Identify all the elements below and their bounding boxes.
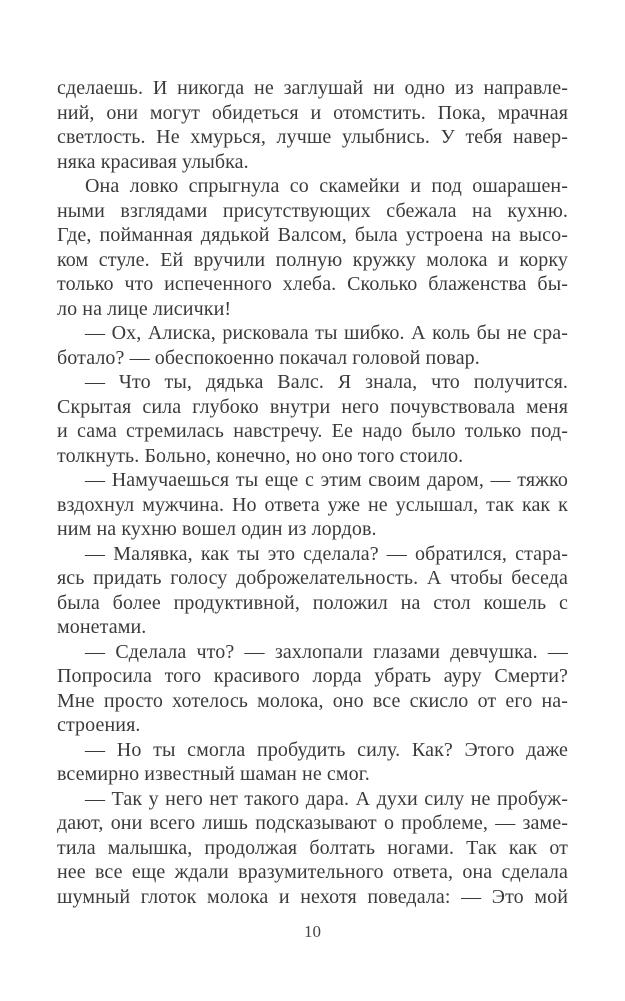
- text-line: — Сделала что? — захлопали глазами девчушка. —: [85, 640, 568, 663]
- paragraph: [57, 174, 568, 321]
- text-line: монетами.: [57, 616, 147, 638]
- text-line: Где, пойманная дядькой Валсом, была устроена на высо-: [57, 224, 568, 246]
- text-line: нее все еще ждали вразумительного ответа, она сделала: [57, 861, 568, 883]
- text-line: ными взглядами присутствующих сбежала на кухню.: [57, 199, 568, 222]
- paragraph: [57, 468, 568, 542]
- paragraph: [57, 76, 568, 174]
- page-number: 10: [304, 922, 321, 941]
- text-line: — Так у него нет такого дара. А духи силу не пробуж-: [85, 787, 568, 810]
- text-line: только что испеченного хлеба. Сколько блаженства бы-: [57, 273, 568, 295]
- text-line: толкнуть. Больно, конечно, но оно того стоило.: [57, 444, 464, 467]
- text-line: шумный глоток молока и нехотя поведала: — Это мой: [57, 885, 568, 908]
- text-line: Мне просто хотелось молока, оно все скисло от его на-: [57, 689, 568, 712]
- text-line: — Что ты, дядька Валс. Я знала, что получится.: [85, 371, 568, 393]
- text-line: ясь придать голосу доброжелательность. А чтобы беседа: [57, 567, 568, 589]
- text-line: ло на лице лисички!: [57, 297, 232, 320]
- text-line: Она ловко спрыгнула со скамейки и под ошарашен-: [85, 175, 568, 197]
- paragraph: [57, 370, 568, 468]
- text-line: няка красивая улыбка.: [57, 150, 249, 173]
- text-line: дают, они всего лишь подсказывают о проблеме, — заме-: [57, 812, 568, 834]
- paragraph: [57, 321, 568, 370]
- text-line: вздохнул мужчина. Но ответа уже не услышал, так как к: [57, 493, 568, 516]
- text-line: ний, они могут обидеться и отомстить. Пока, мрачная: [57, 101, 568, 124]
- text-line: Попросила того красивого лорда убрать ауру Смерти?: [57, 665, 568, 687]
- text-line: всемирно известный шаман не смог.: [57, 763, 370, 785]
- text-line: — Но ты смогла пробудить силу. Как? Этого даже: [85, 738, 568, 761]
- text-line: — Малявка, как ты это сделала? — обратился, стара-: [85, 542, 568, 565]
- text-line: была более продуктивной, положил на стол кошель с: [57, 591, 568, 614]
- text-line: строения.: [57, 714, 141, 736]
- text-line: и сама стремилась навстречу. Ее надо было только под-: [57, 420, 568, 442]
- paragraph: [57, 787, 568, 910]
- text-line: светлость. Не хмурься, лучше улыбнись. У тебя навер-: [57, 126, 568, 148]
- paragraph: [57, 738, 568, 787]
- text-line: ботало? — обеспокоенно покачал головой повар.: [57, 346, 480, 369]
- text-line: — Ох, Алиска, рисковала ты шибко. А коль бы не сра-: [85, 322, 568, 344]
- text-line: ним на кухню вошел один из лордов.: [57, 518, 377, 540]
- text-line: тила малышка, продолжая болтать ногами. Так как от: [57, 836, 568, 859]
- paragraph: [57, 640, 568, 738]
- text-line: ком стуле. Ей вручили полную кружку молока и корку: [57, 248, 568, 271]
- paragraph: [57, 542, 568, 640]
- text-line: — Намучаешься ты еще с этим своим даром, — тяжко: [85, 469, 568, 491]
- text-block: [57, 76, 568, 909]
- text-line: Скрытая сила глубоко внутри него почувствовала меня: [57, 395, 568, 418]
- text-line: сделаешь. И никогда не заглушай ни одно из направле-: [57, 77, 568, 99]
